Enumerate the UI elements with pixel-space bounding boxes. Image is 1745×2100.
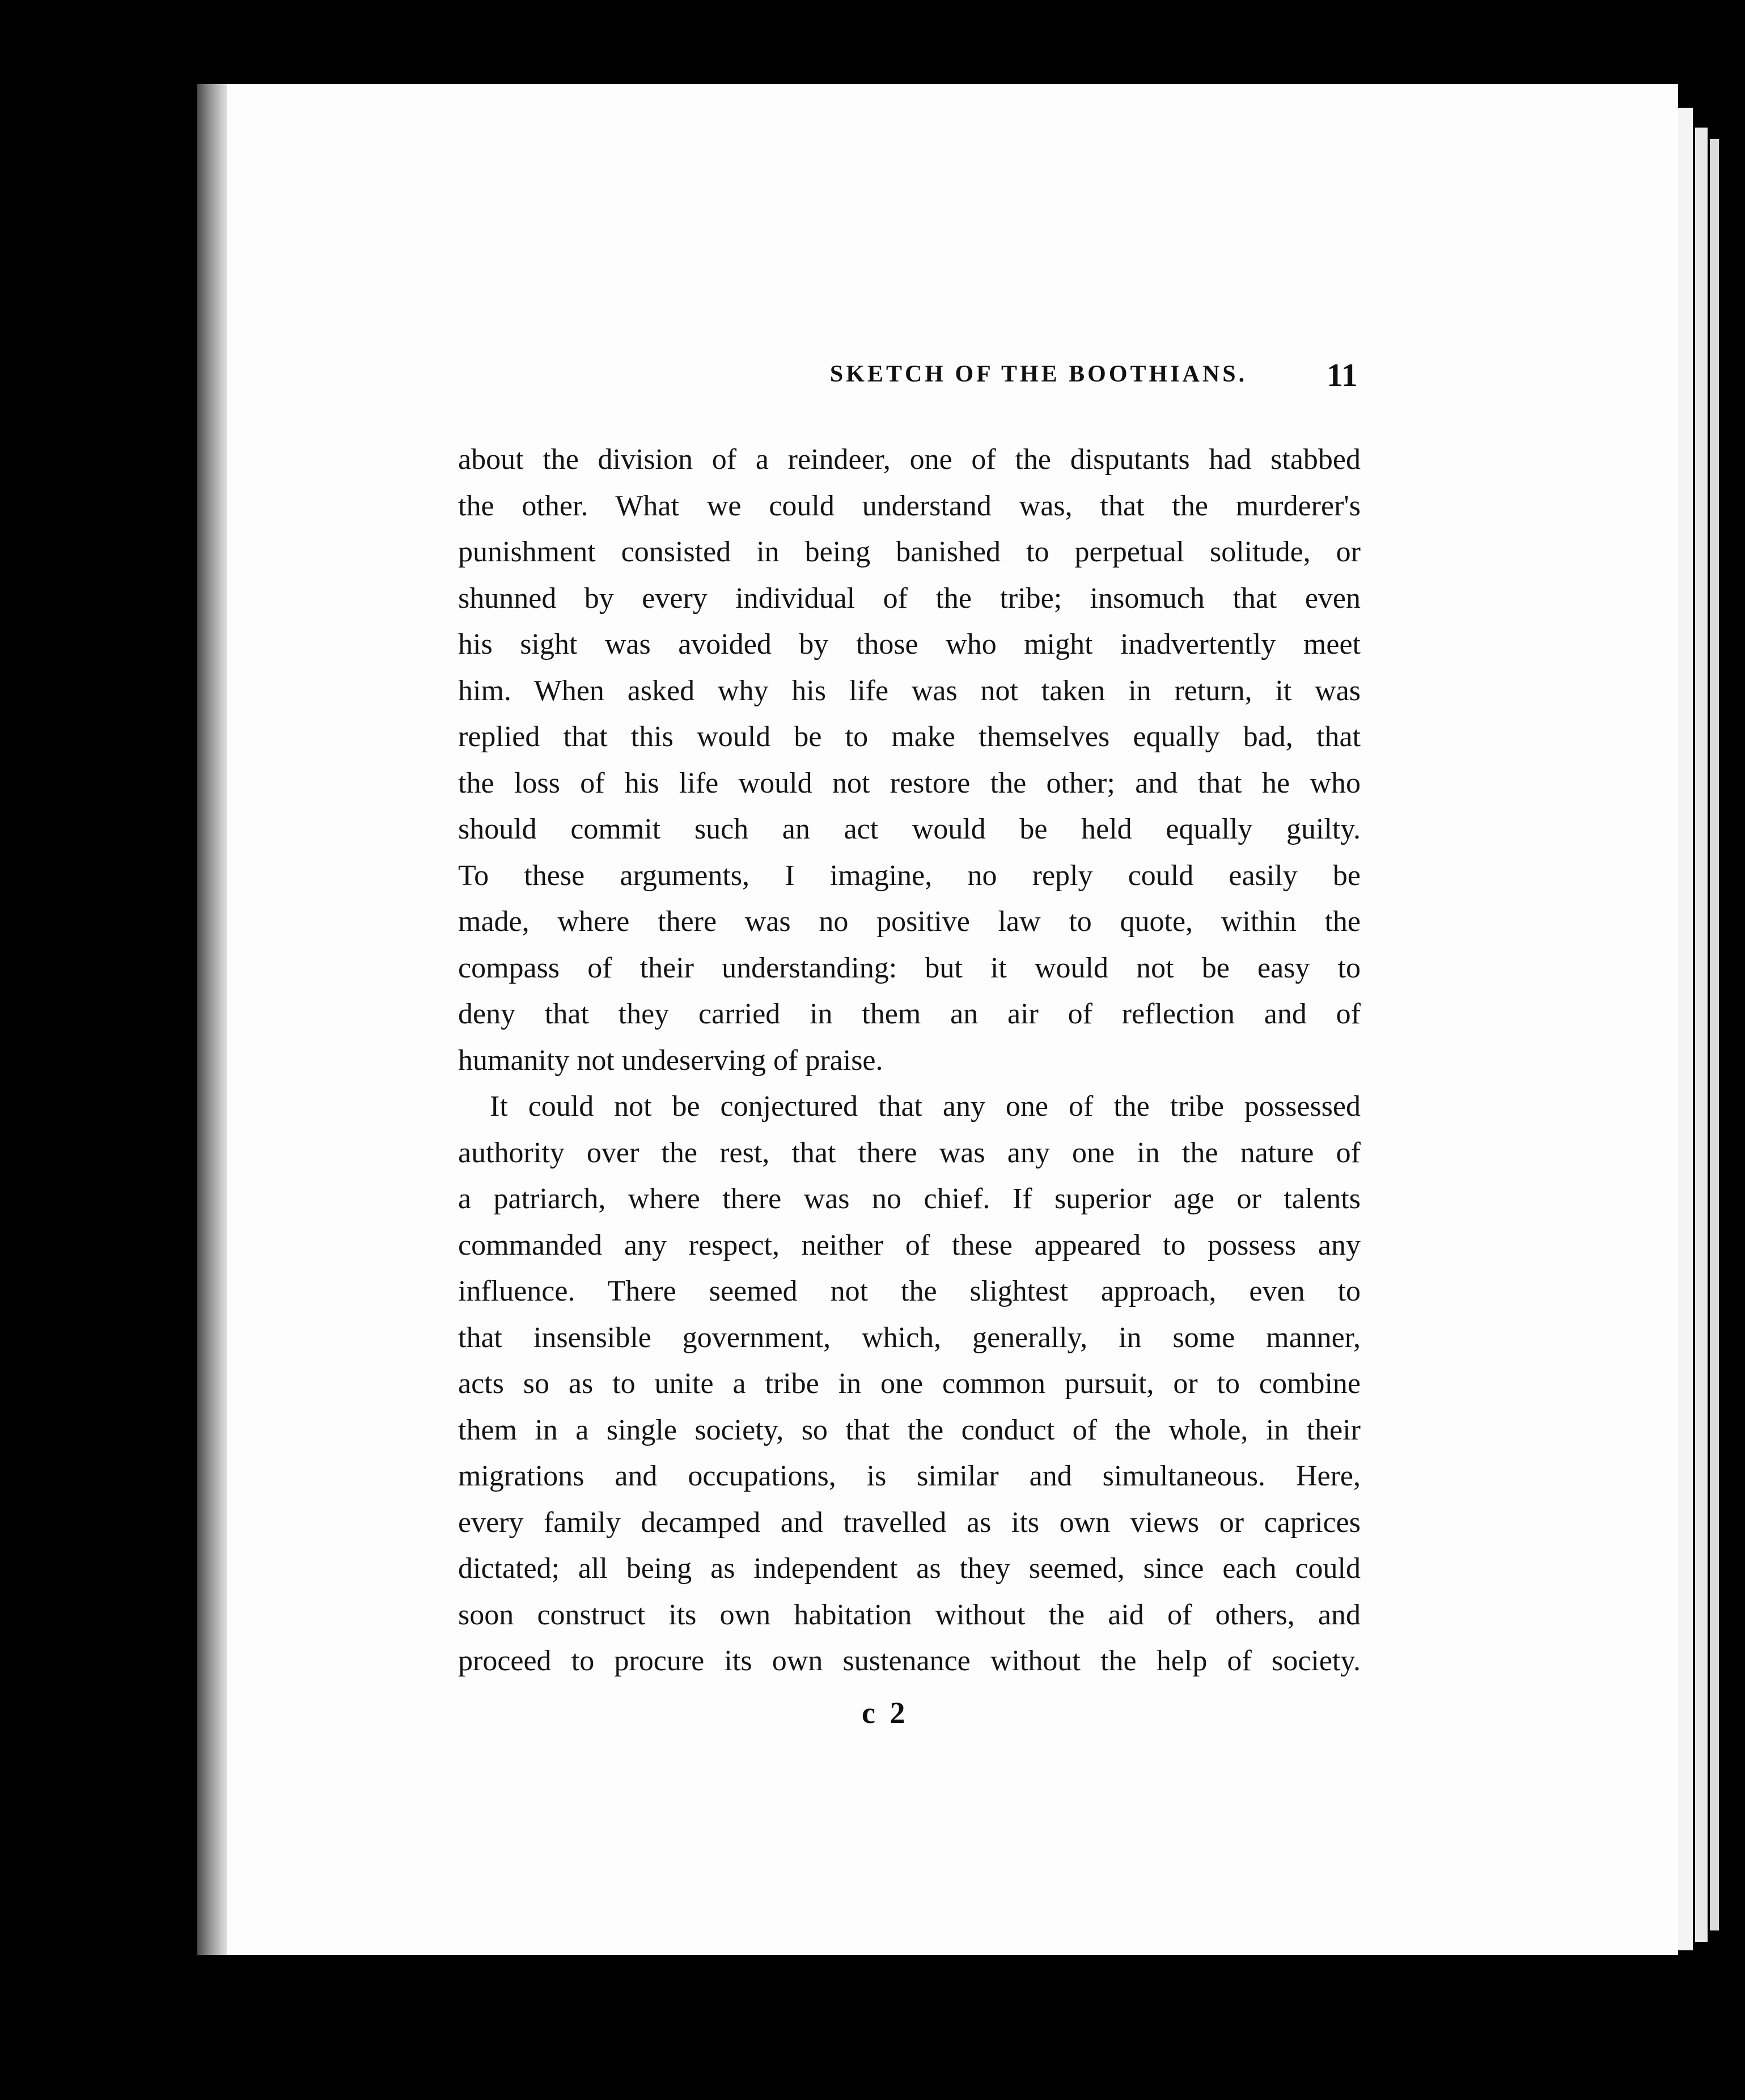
- page-edge: [1710, 139, 1719, 1930]
- text-line: authority over the rest, that there was any one in the nature of: [458, 1136, 1361, 1169]
- text-line: soon construct its own habitation without the aid of others, and: [458, 1598, 1361, 1631]
- text-line: acts so as to unite a tribe in one common pursuit, or to combine: [458, 1367, 1361, 1400]
- text-line: a patriarch, where there was no chief. If superior age or talents: [458, 1183, 1361, 1215]
- text-line: replied that this would be to make themselves equally bad, that: [458, 721, 1361, 753]
- text-line: compass of their understanding: but it would not be easy to: [458, 951, 1361, 984]
- text-line: punishment consisted in being banished to perpetual solitude, or: [458, 536, 1361, 568]
- text-line: influence. There seemed not the slightest approach, even to: [458, 1275, 1361, 1307]
- text-line: the other. What we could understand was, that the murderer's: [458, 489, 1361, 522]
- page-edge: [1695, 128, 1708, 1942]
- page-number: 11: [1327, 357, 1358, 393]
- text-line: deny that they carried in them an air of reflection and of: [458, 998, 1361, 1030]
- text-line: It could not be conjectured that any one of the tribe possessed: [490, 1090, 1361, 1123]
- text-line: every family decamped and travelled as its own views or caprices: [458, 1506, 1361, 1539]
- text-line: him. When asked why his life was not taken in return, it was: [458, 674, 1361, 707]
- text-line: that insensible government, which, generally, in some manner,: [458, 1321, 1361, 1354]
- text-line: them in a single society, so that the conduct of the whole, in their: [458, 1413, 1361, 1446]
- body-text: [458, 437, 1361, 1684]
- running-head: SKETCH OF THE BOOTHIANS.: [829, 361, 1248, 387]
- text-line: shunned by every individual of the tribe; insomuch that even: [458, 582, 1361, 615]
- text-line: humanity not undeserving of praise.: [458, 1044, 883, 1077]
- text-line: To these arguments, I imagine, no reply could easily be: [458, 859, 1361, 892]
- signature-mark: c 2: [862, 1696, 909, 1730]
- text-line: dictated; all being as independent as they seemed, since each could: [458, 1552, 1361, 1585]
- text-line: the loss of his life would not restore the other; and that he who: [458, 767, 1361, 799]
- text-line: his sight was avoided by those who might inadvertently meet: [458, 628, 1361, 661]
- text-line: made, where there was no positive law to quote, within the: [458, 905, 1361, 938]
- text-line: proceed to procure its own sustenance without the help of society.: [458, 1645, 1361, 1677]
- text-line: migrations and occupations, is similar and simultaneous. Here,: [458, 1460, 1361, 1492]
- text-line: should commit such an act would be held equally guilty.: [458, 813, 1361, 845]
- text-line: commanded any respect, neither of these appeared to possess any: [458, 1229, 1361, 1261]
- text-line: about the division of a reindeer, one of the disputants had stabbed: [458, 443, 1361, 476]
- page-edge: [1678, 108, 1693, 1950]
